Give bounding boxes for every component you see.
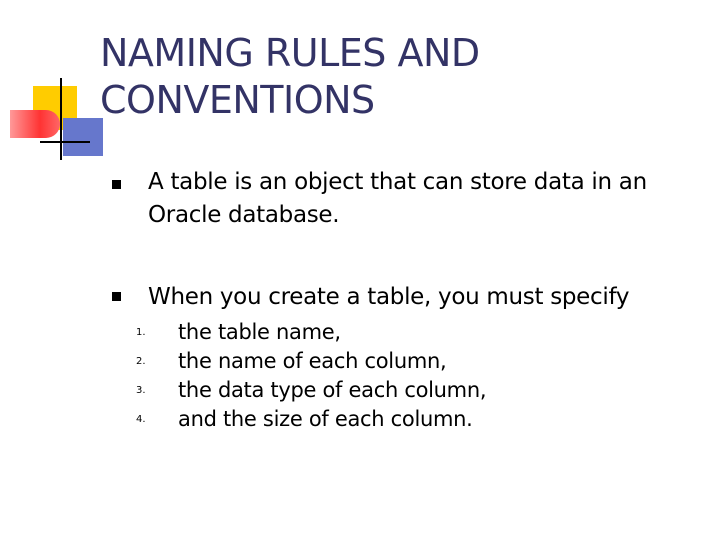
logo-horizontal-line xyxy=(40,141,90,143)
square-bullet-icon xyxy=(112,292,121,301)
list-item xyxy=(130,318,690,347)
logo-blue-square xyxy=(63,118,103,156)
bullet-text: A table is an object that can store data in an Oracle database. xyxy=(148,169,647,228)
list-item-text: the table name, xyxy=(178,320,341,344)
list-number: 4. xyxy=(136,414,146,425)
bullet-text: When you create a table, you must specify xyxy=(148,284,630,310)
numbered-list xyxy=(130,318,690,434)
list-item xyxy=(130,405,690,434)
list-item-text: the name of each column, xyxy=(178,349,447,373)
list-item xyxy=(130,347,690,376)
list-number: 3. xyxy=(136,385,146,396)
list-number: 2. xyxy=(136,356,146,367)
logo-vertical-line xyxy=(60,78,62,160)
list-item-text: the data type of each column, xyxy=(178,378,487,402)
list-item xyxy=(130,376,690,405)
list-item-text: and the size of each column. xyxy=(178,407,473,431)
list-number: 1. xyxy=(136,327,146,338)
square-bullet-icon xyxy=(112,180,121,189)
slide-title: NAMING RULES AND CONVENTIONS xyxy=(100,31,480,122)
logo-red-bar xyxy=(10,110,60,138)
